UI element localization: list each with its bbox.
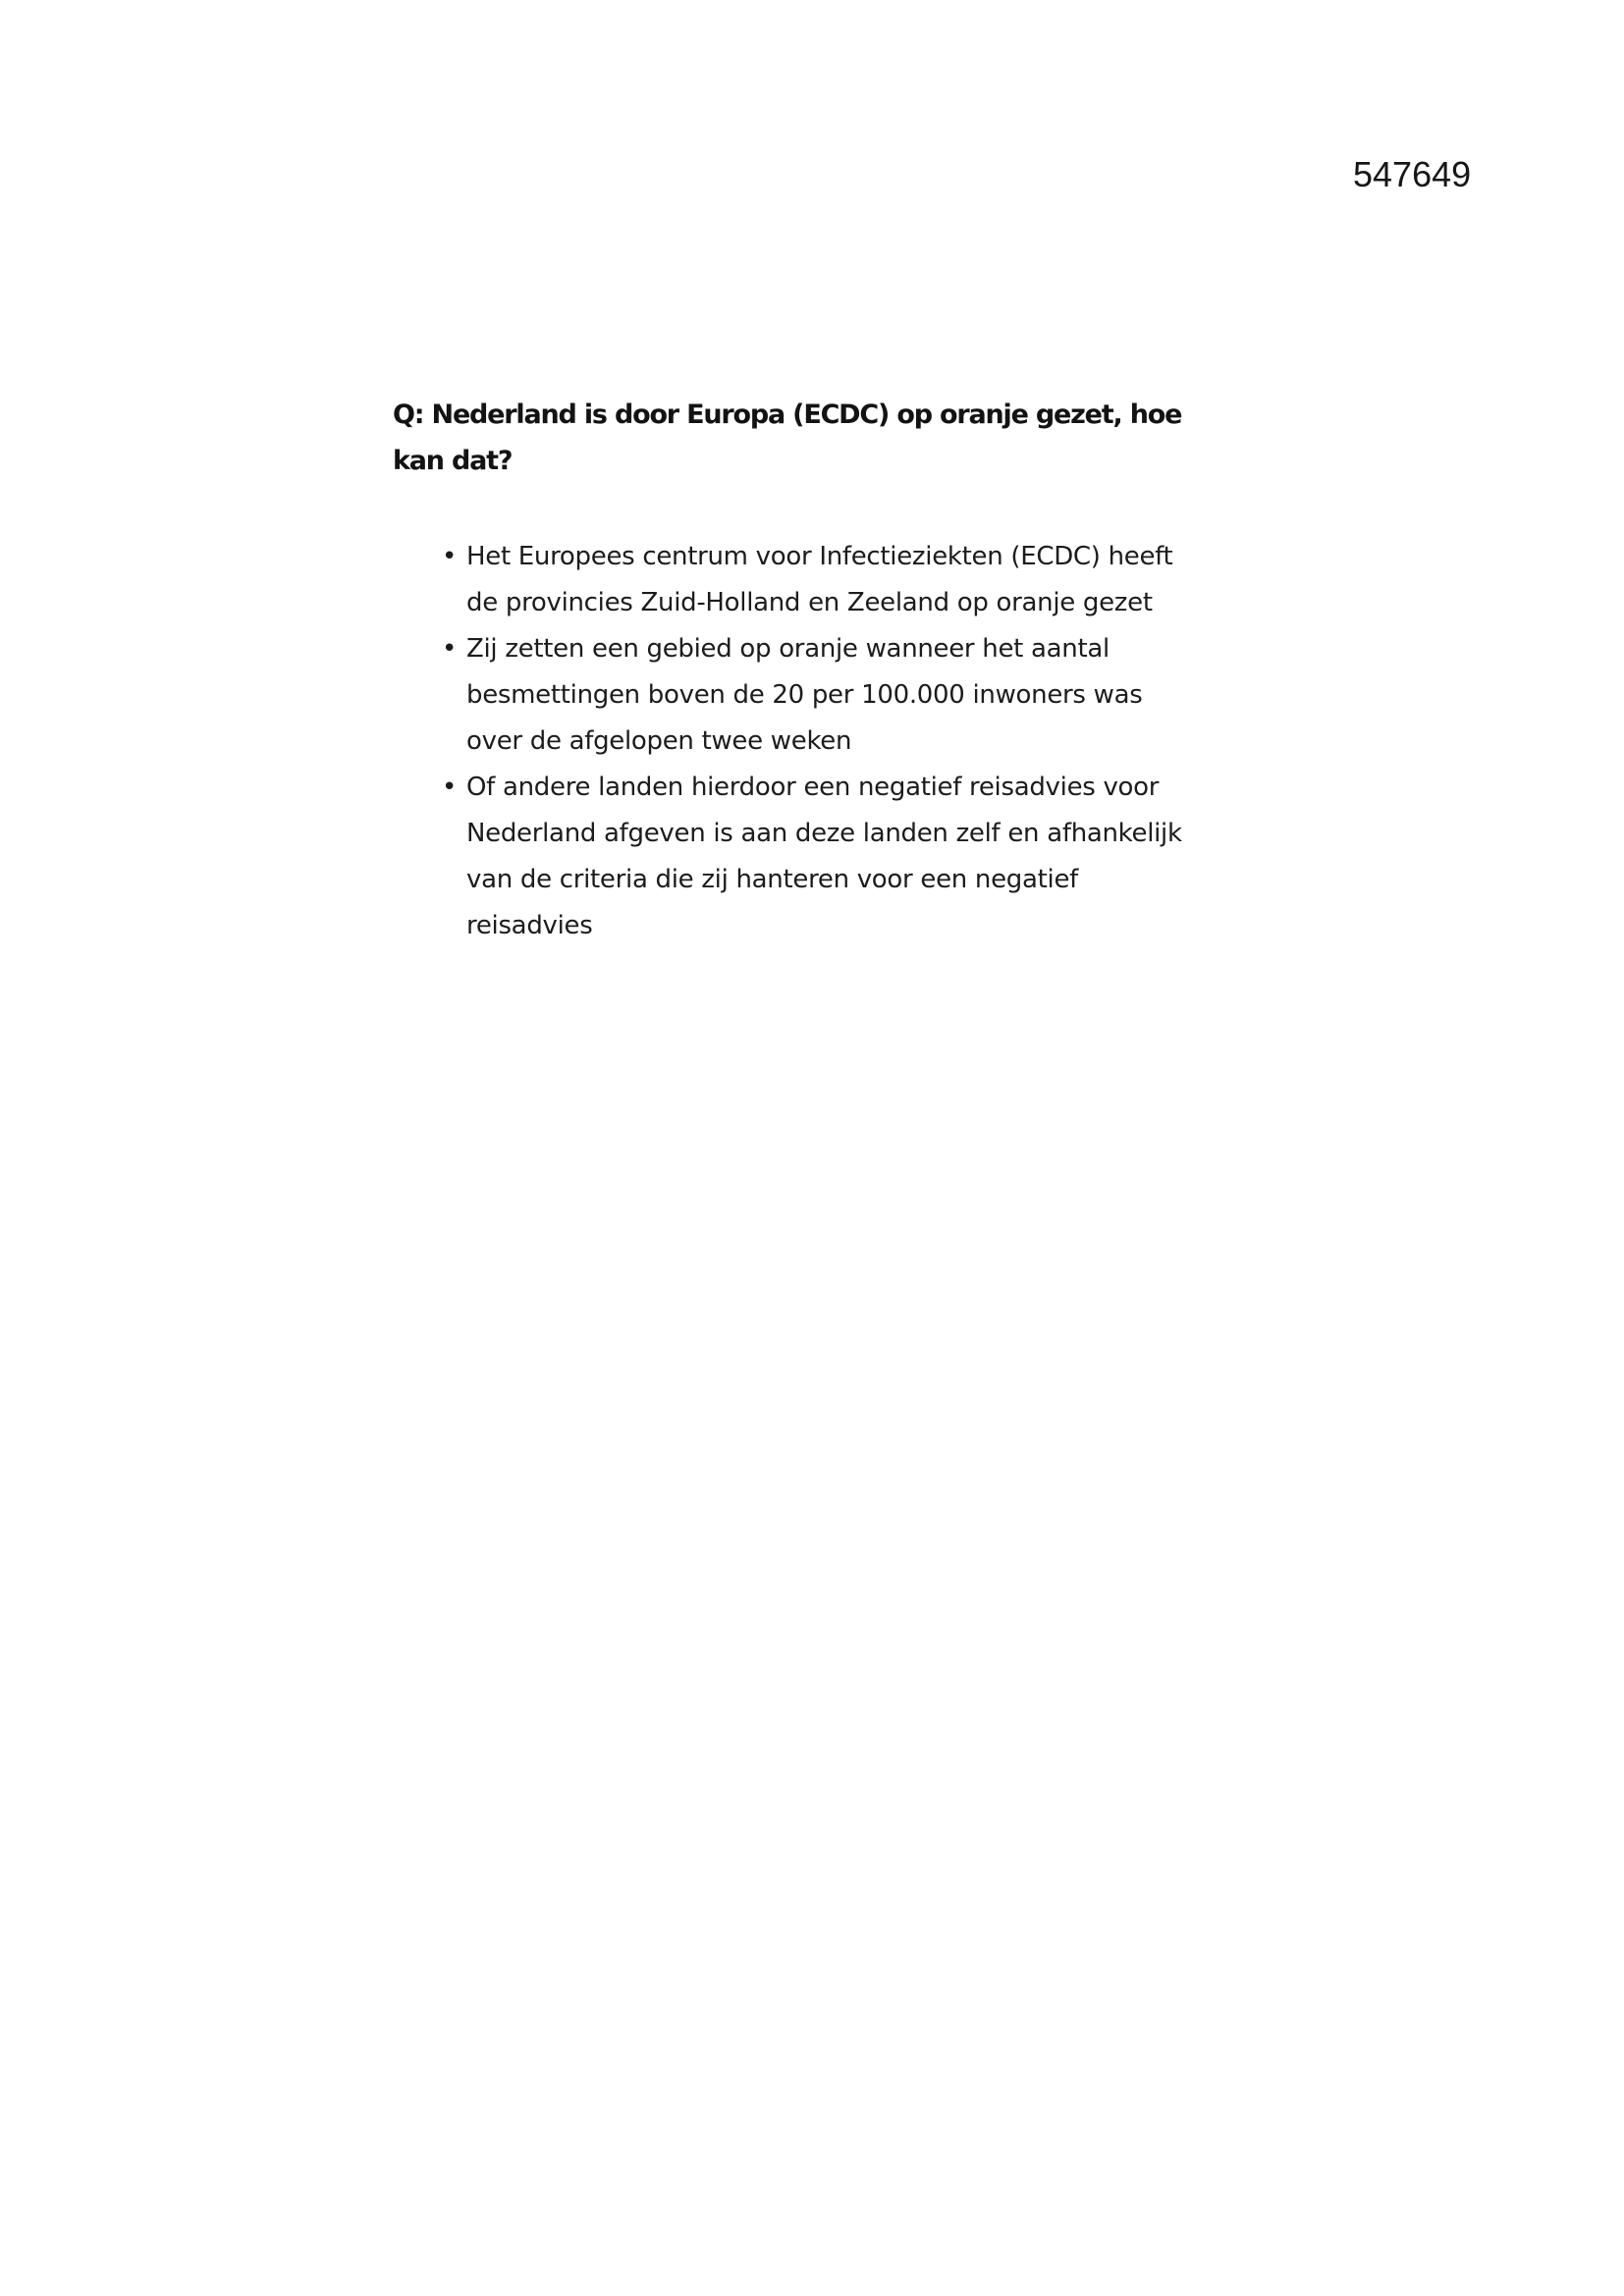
question-heading-line: Q: Nederland is door Europa (ECDC) op oranje gezet, hoe xyxy=(393,400,1182,430)
bullet-line: Het Europees centrum voor Infectieziekten (ECDC) heeft xyxy=(466,542,1173,571)
doc-number: 547649 xyxy=(1353,154,1472,194)
bullet-line: Of andere landen hierdoor een negatief reisadvies voor xyxy=(466,773,1160,802)
bullet-line: van de criteria die zij hanteren voor een negatief xyxy=(466,865,1078,894)
bullet-line: reisadvies xyxy=(466,911,593,940)
bullet-item xyxy=(442,534,1182,626)
bullet-line: Zij zetten een gebied op oranje wanneer het aantal xyxy=(466,634,1110,664)
bullet-icon: • xyxy=(442,773,458,802)
question-heading-line: kan dat? xyxy=(393,446,513,476)
bullet-line: Nederland afgeven is aan deze landen zelf en afhankelijk xyxy=(466,819,1182,848)
bullet-item xyxy=(442,765,1182,949)
bullet-line: de provincies Zuid-Holland en Zeeland op oranje gezet xyxy=(466,588,1153,617)
bullet-item xyxy=(442,626,1182,765)
answer-bullet-list xyxy=(442,534,1182,949)
bullet-icon: • xyxy=(442,542,458,571)
bullet-icon: • xyxy=(442,634,458,664)
bullet-line: over de afgelopen twee weken xyxy=(466,726,852,756)
bullet-line: besmettingen boven de 20 per 100.000 inwoners was xyxy=(466,680,1143,710)
question-heading xyxy=(393,392,1181,484)
